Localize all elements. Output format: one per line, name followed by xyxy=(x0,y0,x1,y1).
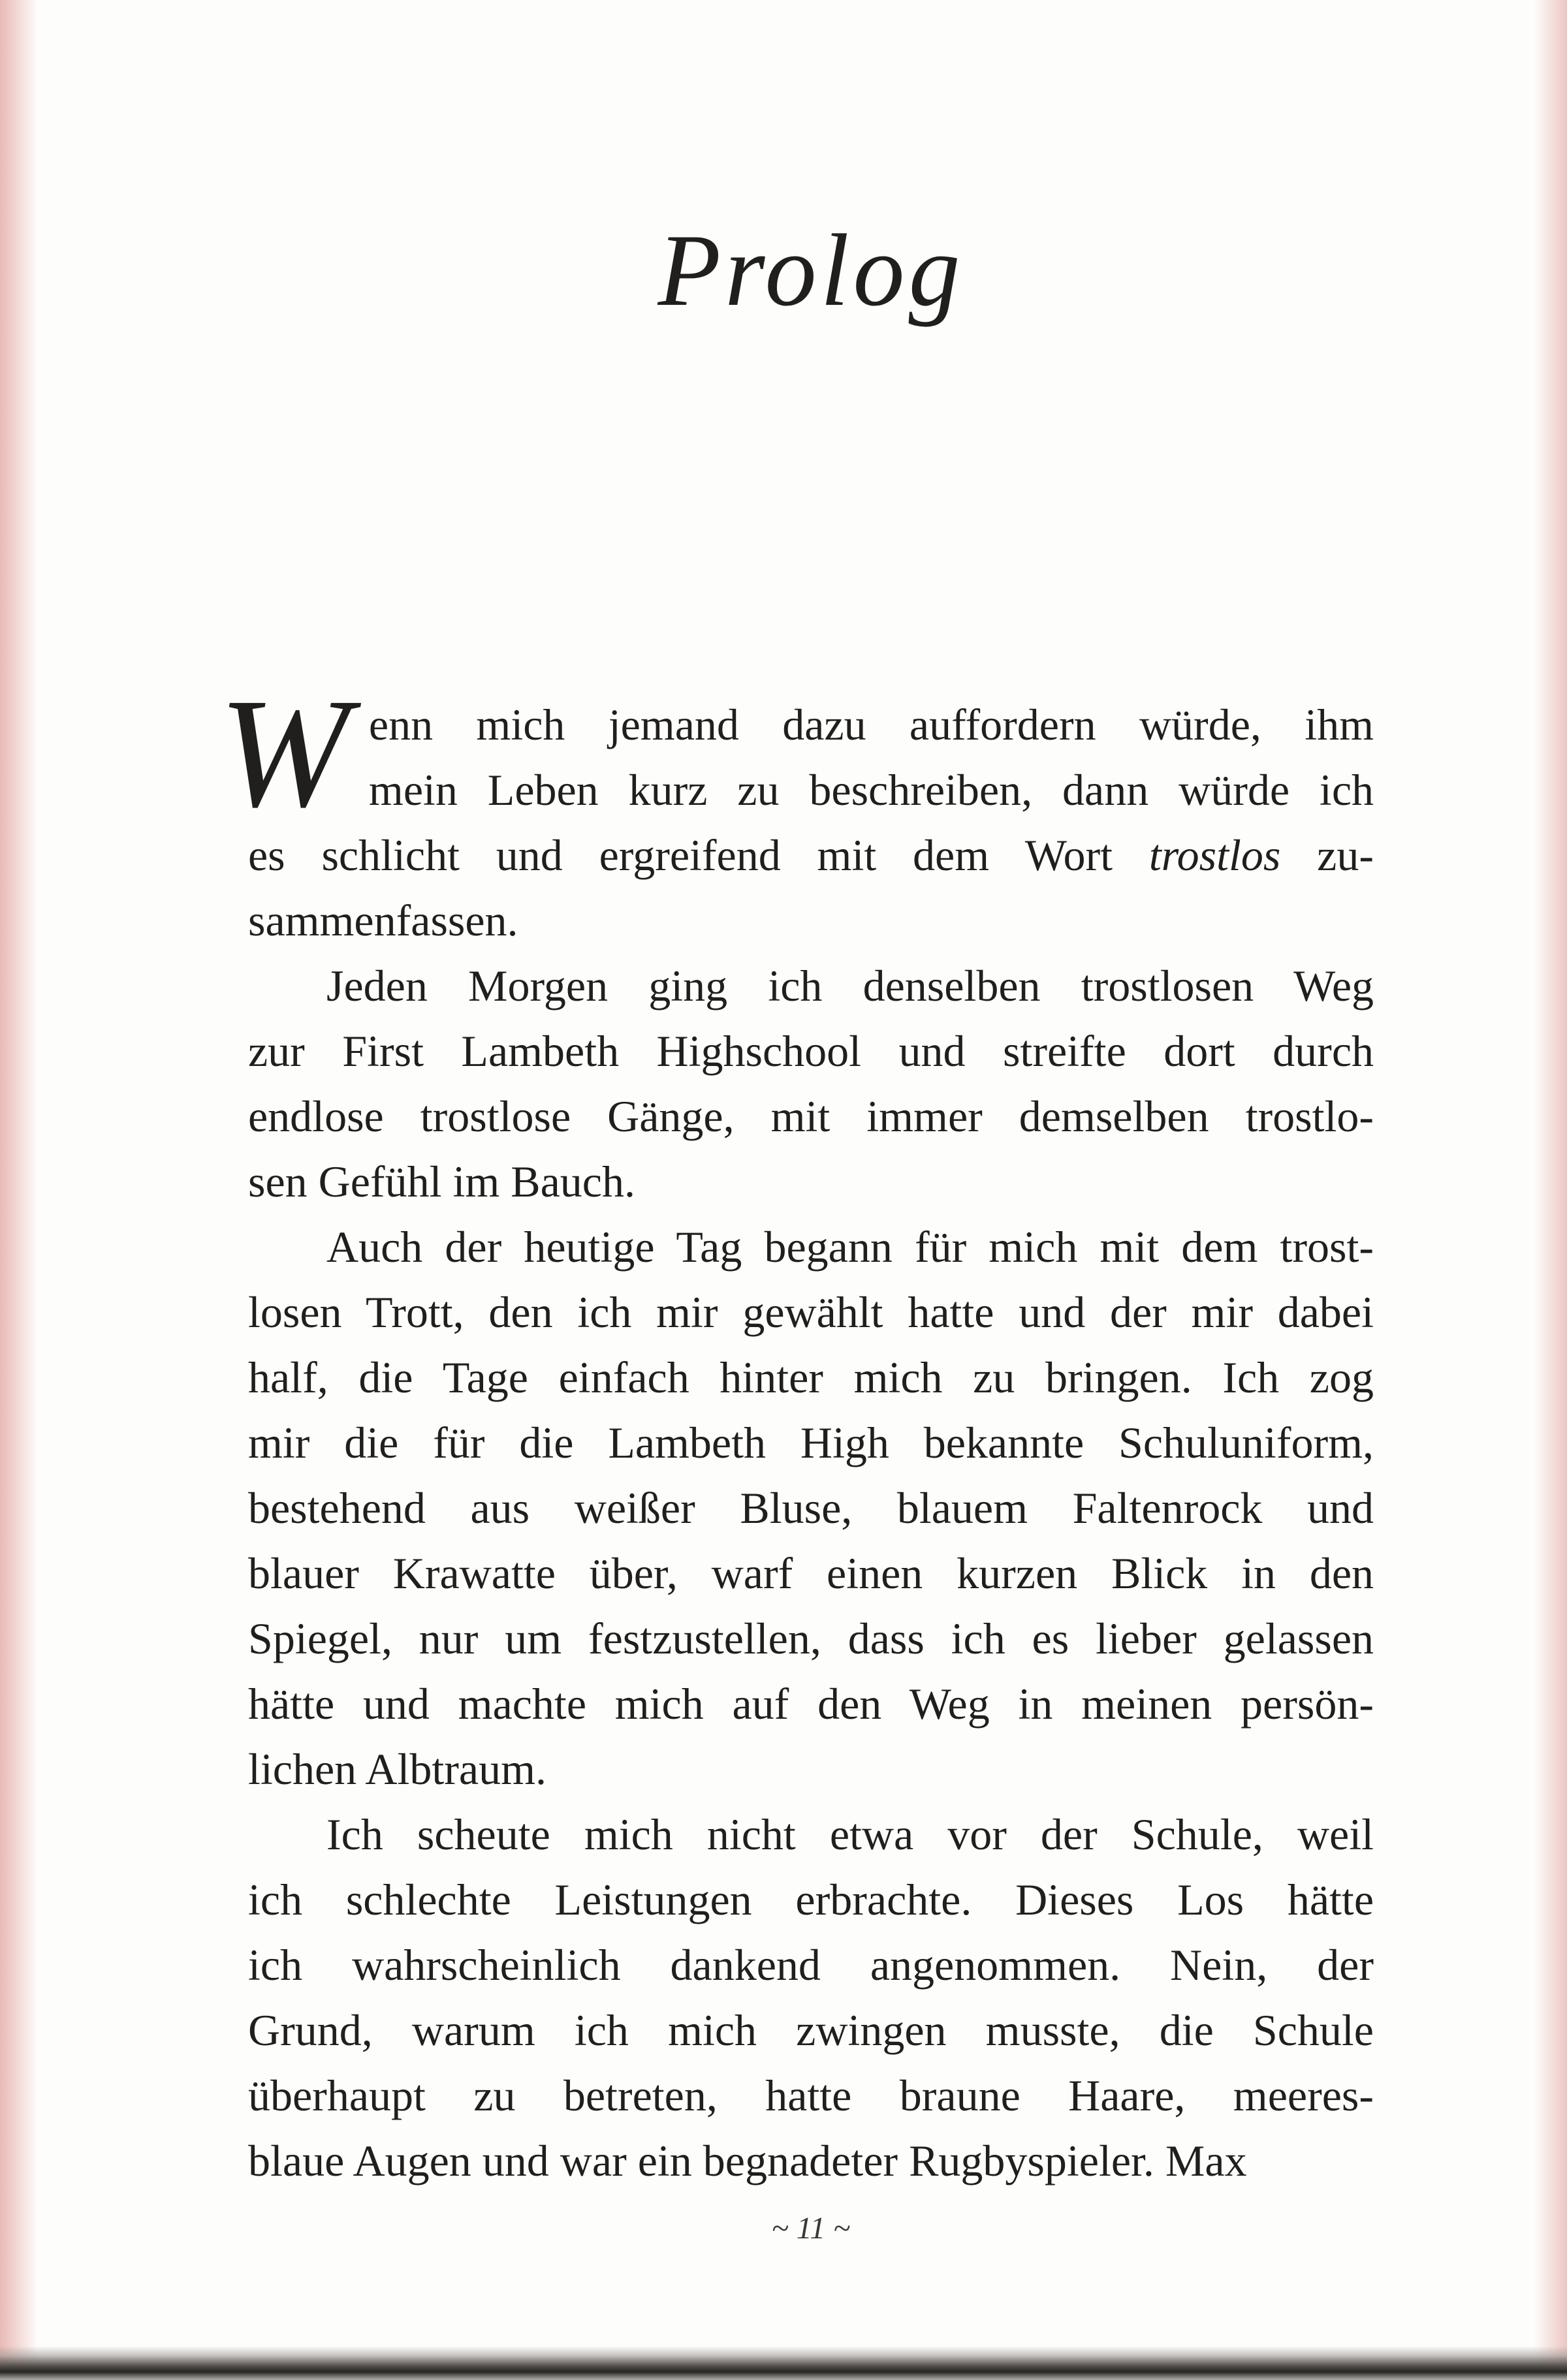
text-line xyxy=(248,1214,1374,1279)
text-segment: half, die Tage einfach hinter mich zu bringen. Ich zog xyxy=(248,1353,1374,1402)
text-line xyxy=(248,1345,1374,1410)
text-line xyxy=(248,953,1374,1018)
text-segment: losen Trott, den ich mir gewählt hatte und der mir dabei xyxy=(248,1287,1374,1337)
page-content xyxy=(219,0,1374,2247)
text-line xyxy=(248,1932,1374,1997)
text-line xyxy=(248,1671,1374,1736)
text-segment: Jeden Morgen ging ich denselben trostlosen Weg xyxy=(326,961,1374,1010)
text-segment: Grund, warum ich mich zwingen musste, die Schule xyxy=(248,2005,1374,2055)
scan-edge-left xyxy=(0,0,38,2380)
text-line xyxy=(248,692,1374,757)
text-segment: Ich scheute mich nicht etwa vor der Schule, weil xyxy=(326,1809,1374,1859)
page-text xyxy=(219,666,1374,2193)
text-line xyxy=(248,1084,1374,1149)
text-segment: bestehend aus weißer Bluse, blauem Faltenrock und xyxy=(248,1483,1374,1533)
text-line xyxy=(248,1736,1374,1802)
paragraph xyxy=(248,1214,1374,1802)
text-line xyxy=(248,1279,1374,1345)
emphasized-text: trostlos xyxy=(1148,830,1281,880)
text-segment: sammenfassen. xyxy=(248,896,518,945)
text-segment: Spiegel, nur um festzustellen, dass ich es lieber gelassen xyxy=(248,1614,1374,1663)
scan-edge-bottom xyxy=(0,2346,1567,2380)
text-line xyxy=(248,1541,1374,1606)
scan-edge-right xyxy=(1534,0,1567,2380)
text-segment: blaue Augen und war ein begnadeter Rugbyspieler. Max xyxy=(248,2136,1247,2185)
page-number: ~ 11 ~ xyxy=(771,2211,851,2246)
text-segment: Auch der heutige Tag begann für mich mit dem trost- xyxy=(326,1222,1374,1272)
text-segment: blauer Krawatte über, warf einen kurzen Blick in den xyxy=(248,1548,1374,1598)
chapter-title: Prolog xyxy=(657,213,964,328)
text-line xyxy=(248,2063,1374,2128)
text-segment: ich schlechte Leistungen erbrachte. Dieses Los hätte xyxy=(248,1875,1374,1924)
paragraph xyxy=(248,953,1374,1214)
text-line xyxy=(248,1410,1374,1475)
text-segment: sen Gefühl im Bauch. xyxy=(248,1157,635,1206)
text-line xyxy=(248,1018,1374,1084)
text-line xyxy=(248,2128,1374,2193)
paragraph xyxy=(248,1802,1374,2193)
text-line xyxy=(248,888,1374,953)
text-segment: enn mich jemand dazu auffordern würde, ihm xyxy=(368,700,1374,749)
text-line xyxy=(248,822,1374,888)
text-segment: mein Leben kurz zu beschreiben, dann würde ich xyxy=(368,765,1374,815)
text-segment: zur First Lambeth Highschool und streifte dort durch xyxy=(248,1026,1374,1076)
text-segment: zu- xyxy=(1280,830,1374,880)
text-segment: überhaupt zu betreten, hatte braune Haare, meeres- xyxy=(248,2071,1374,2120)
text-segment: mir die für die Lambeth High bekannte Schuluniform, xyxy=(248,1418,1374,1467)
text-line xyxy=(248,1149,1374,1214)
text-line xyxy=(248,1606,1374,1671)
text-segment: endlose trostlose Gänge, mit immer demselben trostlo- xyxy=(248,1091,1374,1141)
text-segment: ich wahrscheinlich dankend angenommen. Nein, der xyxy=(248,1940,1374,1990)
text-line xyxy=(248,757,1374,822)
text-segment: es schlicht und ergreifend mit dem Wort xyxy=(248,830,1149,880)
text-segment: hätte und machte mich auf den Weg in meinen persön- xyxy=(248,1679,1374,1729)
text-segment: lichen Albtraum. xyxy=(248,1744,547,1794)
paragraph xyxy=(219,666,1374,953)
text-line xyxy=(248,1997,1374,2063)
text-line xyxy=(248,1867,1374,1932)
drop-cap: W xyxy=(219,666,349,839)
text-line xyxy=(248,1475,1374,1541)
text-line xyxy=(248,1802,1374,1867)
